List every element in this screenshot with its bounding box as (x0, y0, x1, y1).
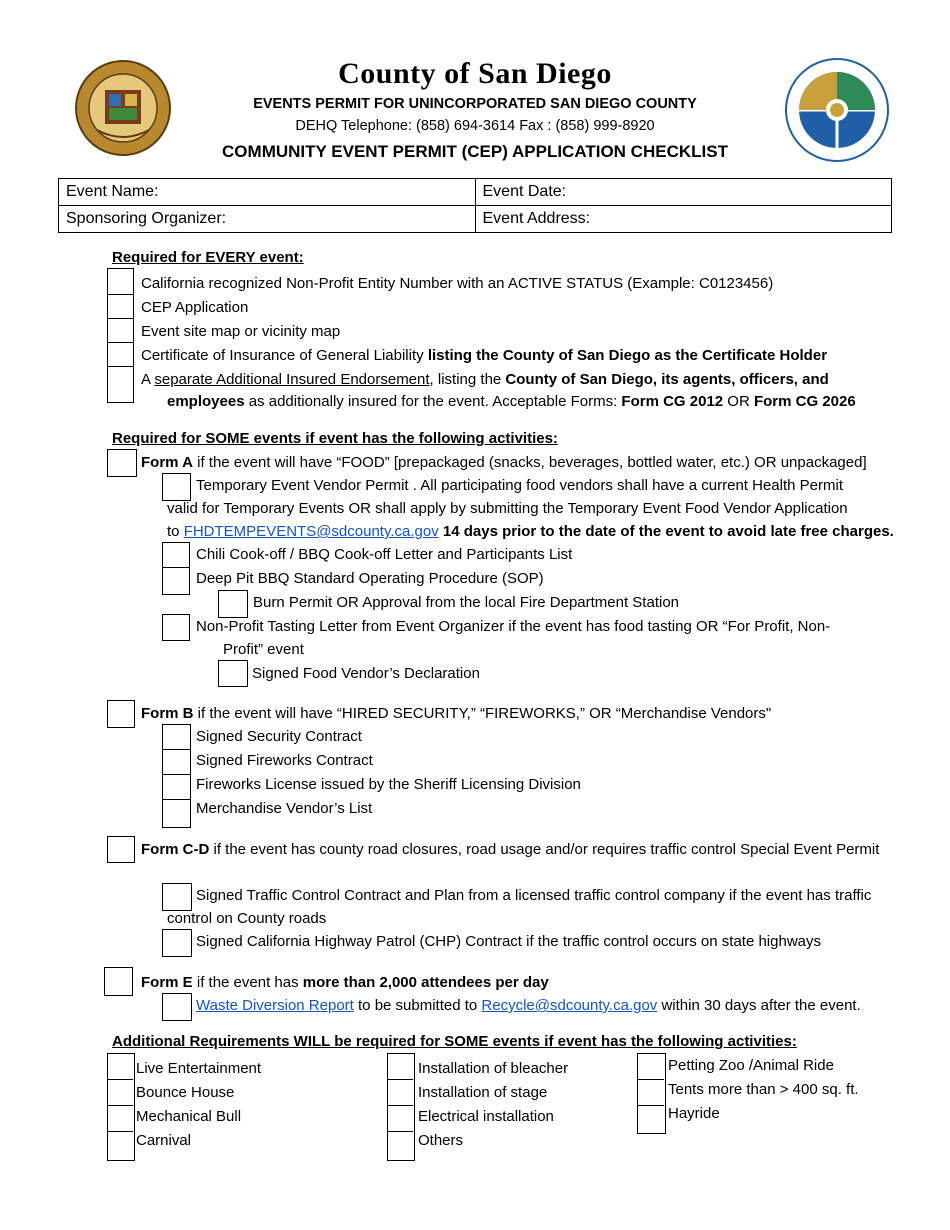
temp-vendor-line2: valid for Temporary Events OR shall apply by submitting the Temporary Event Food Vendor Application (167, 500, 848, 517)
bleacher-item[interactable]: Installation of bleacher (418, 1060, 569, 1077)
checkbox-divider (387, 1131, 413, 1132)
tents-item[interactable]: Tents more than > 400 sq. ft. (668, 1081, 859, 1098)
some-heading: Required for SOME events if event has the following activities: (112, 430, 558, 447)
checkbox[interactable] (162, 473, 191, 501)
permit-subtitle: EVENTS PERMIT FOR UNINCORPORATED SAN DIEGO COUNTY (253, 96, 697, 112)
checklist-title: COMMUNITY EVENT PERMIT (CEP) APPLICATION CHECKLIST (222, 142, 728, 161)
checkbox[interactable] (107, 294, 134, 319)
checkbox[interactable] (162, 542, 190, 568)
checkbox[interactable] (162, 774, 191, 800)
checkbox-divider (107, 1105, 133, 1106)
site-map-item: Event site map or vicinity map (141, 323, 341, 340)
event-info-table (58, 178, 892, 233)
checkbox[interactable] (162, 749, 191, 775)
traffic-item-cont: control on County roads (167, 910, 327, 927)
endorsement-item-cont: employees as additionally insured for the event. Acceptable Forms: Form CG 2012 OR Form CG 2026 (167, 393, 856, 410)
recycle-email-link[interactable]: Recycle@sdcounty.ca.gov (481, 997, 658, 1014)
checkbox-divider (387, 1079, 413, 1080)
fireworks-license-item: Fireworks License issued by the Sheriff Licensing Division (196, 776, 581, 793)
sponsor-field[interactable]: Sponsoring Organizer: (59, 206, 476, 233)
declaration-item: Signed Food Vendor’s Declaration (252, 665, 480, 682)
every-heading: Required for EVERY event: (112, 249, 304, 266)
checkbox[interactable] (162, 799, 191, 828)
hayride-item[interactable]: Hayride (668, 1105, 720, 1122)
fhd-email-link[interactable]: FHDTEMPEVENTS@sdcounty.ca.gov (183, 523, 439, 540)
traffic-item: Signed Traffic Control Contract and Plan from a licensed traffic control company if the event has traffic (196, 887, 872, 904)
temp-vendor-item: Temporary Event Vendor Permit . All participating food vendors shall have a current Health Permit (196, 477, 843, 494)
electrical-item[interactable]: Electrical installation (418, 1108, 554, 1125)
security-item: Signed Security Contract (196, 728, 362, 745)
live-entertainment-item[interactable]: Live Entertainment (136, 1060, 262, 1077)
checkbox[interactable] (162, 567, 190, 595)
form-b-item: Form B if the event will have “HIRED SECURITY,” “FIREWORKS,” OR “Merchandise Vendors" (141, 705, 772, 722)
checkbox[interactable] (162, 724, 191, 750)
checkbox-divider (107, 1079, 133, 1080)
checkbox[interactable] (107, 449, 137, 477)
fireworks-item: Signed Fireworks Contract (196, 752, 373, 769)
event-address-field[interactable]: Event Address: (475, 206, 892, 233)
checkbox-divider (637, 1079, 664, 1080)
burn-permit-item: Burn Permit OR Approval from the local Fire Department Station (253, 594, 680, 611)
checkbox[interactable] (104, 967, 133, 996)
contact-phone: DEHQ Telephone: (858) 694-3614 Fax : (858) 999-8920 (295, 118, 655, 134)
insurance-item: Certificate of Insurance of General Liability listing the County of San Diego as the Certificate Holder (141, 347, 828, 364)
chp-item: Signed California Highway Patrol (CHP) Contract if the traffic control occurs on state highways (196, 933, 821, 950)
checkbox[interactable] (162, 929, 192, 957)
checkbox[interactable] (107, 366, 134, 403)
deep-pit-item: Deep Pit BBQ Standard Operating Procedure (SOP) (196, 570, 544, 587)
checkbox[interactable] (107, 342, 134, 367)
form-a-item: Form A if the event will have “FOOD” [prepackaged (snacks, beverages, bottled water, etc.) OR unpackaged] (141, 454, 867, 471)
form-cd-item: Form C-D if the event has county road closures, road usage and/or requires traffic control Special Event Permit (141, 841, 880, 858)
stage-item[interactable]: Installation of stage (418, 1084, 548, 1101)
tasting-item: Non-Profit Tasting Letter from Event Organizer if the event has food tasting OR “For Profit, Non- (196, 618, 831, 635)
tasting-item-cont: Profit” event (223, 641, 304, 658)
nonprofit-item: California recognized Non-Profit Entity Number with an ACTIVE STATUS (Example: C0123456) (141, 275, 774, 292)
checkbox[interactable] (107, 318, 134, 343)
dehq-seal-logo (785, 58, 889, 162)
checkbox[interactable] (218, 660, 248, 687)
event-name-field[interactable]: Event Name: (59, 179, 476, 206)
additional-heading: Additional Requirements WILL be required for SOME events if event has the following activities: (112, 1033, 797, 1050)
temp-vendor-line3: to FHDTEMPEVENTS@sdcounty.ca.gov 14 days prior to the date of the event to avoid late free charges. (167, 523, 894, 540)
waste-report-link[interactable]: Waste Diversion Report (196, 997, 354, 1014)
mechanical-bull-item[interactable]: Mechanical Bull (136, 1108, 242, 1125)
checkbox-column-2 (387, 1053, 415, 1161)
merchandise-item: Merchandise Vendor’s List (196, 800, 373, 817)
waste-item: Waste Diversion Report to be submitted to Recycle@sdcounty.ca.gov within 30 days after the event. (196, 997, 861, 1014)
checkbox[interactable] (162, 614, 190, 641)
form-e-item: Form E if the event has more than 2,000 attendees per day (141, 974, 549, 991)
checkbox[interactable] (107, 268, 134, 295)
event-date-field[interactable]: Event Date: (475, 179, 892, 206)
county-title: County of San Diego (338, 57, 612, 90)
petting-zoo-item[interactable]: Petting Zoo /Animal Ride (668, 1057, 834, 1074)
checkbox[interactable] (162, 993, 192, 1021)
carnival-item[interactable]: Carnival (136, 1132, 192, 1149)
checkbox[interactable] (162, 883, 192, 911)
checkbox-divider (387, 1105, 413, 1106)
checkbox[interactable] (107, 836, 135, 863)
chili-item: Chili Cook-off / BBQ Cook-off Letter and Participants List (196, 546, 573, 563)
cep-application-item: CEP Application (141, 299, 249, 316)
checkbox-divider (637, 1105, 664, 1106)
checkbox-column-3 (637, 1053, 666, 1134)
checkbox-column-1 (107, 1053, 135, 1161)
checkbox-divider (107, 1131, 133, 1132)
endorsement-item: A separate Additional Insured Endorsement, listing the County of San Diego, its agents, officers, and (141, 371, 829, 388)
bounce-house-item[interactable]: Bounce House (136, 1084, 235, 1101)
checkbox[interactable] (218, 590, 248, 618)
others-item[interactable]: Others (418, 1132, 464, 1149)
checkbox[interactable] (107, 700, 135, 728)
